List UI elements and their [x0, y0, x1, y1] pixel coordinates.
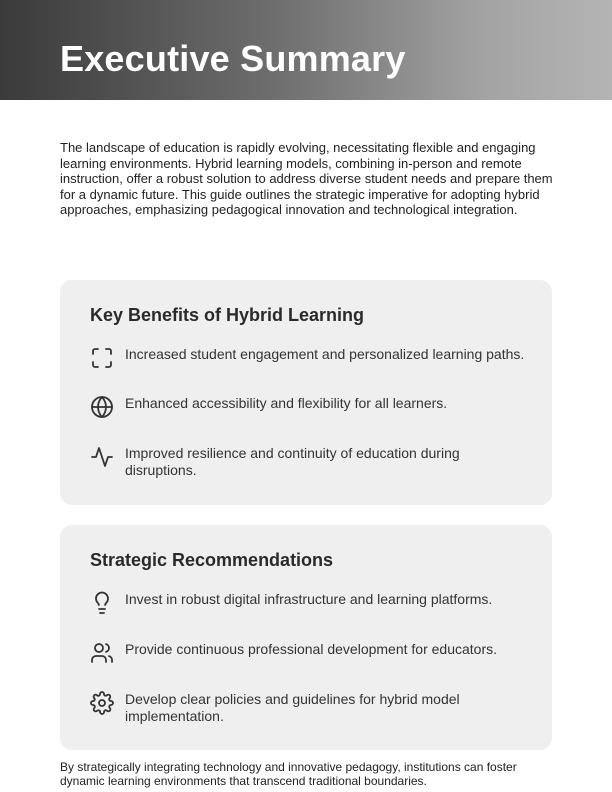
gear-icon: [90, 691, 114, 715]
benefit-text: Enhanced accessibility and flexibility for all learners.: [125, 395, 448, 411]
recommendation-text: Provide continuous professional development for educators.: [125, 641, 497, 657]
focus-frame-icon: [90, 346, 114, 370]
benefit-text: Improved resilience and continuity of education during disruptions.: [125, 445, 460, 478]
header-banner: [0, 0, 612, 100]
benefits-card: [60, 280, 552, 505]
recommendations-title: Strategic Recommendations: [90, 550, 334, 570]
activity-pulse-icon: [90, 445, 114, 469]
intro-paragraph: The landscape of education is rapidly evolving, necessitating flexible and engaging learning environments. Hybrid learning models, combining in-person and remote instruction, offer a robust solution to address diverse student needs and prepare them for a dynamic future. This guide outlines the strategic imperative for adopting hybrid approaches, emphasizing pedagogical innovation and technological integration.: [60, 140, 553, 218]
benefits-title: Key Benefits of Hybrid Learning: [90, 305, 365, 325]
recommendation-text: Invest in robust digital infrastructure and learning platforms.: [125, 591, 493, 607]
globe-icon: [90, 395, 114, 419]
recommendations-card: [60, 525, 552, 750]
lightbulb-icon: [90, 591, 114, 615]
users-icon: [90, 641, 114, 665]
page-title: Executive Summary: [60, 38, 406, 79]
recommendation-text: Develop clear policies and guidelines for hybrid model implementation.: [125, 691, 460, 724]
closing-paragraph: By strategically integrating technology and innovative pedagogy, institutions can foster dynamic learning environments that transcend traditional boundaries.: [60, 760, 517, 788]
benefit-text: Increased student engagement and personalized learning paths.: [125, 346, 525, 362]
